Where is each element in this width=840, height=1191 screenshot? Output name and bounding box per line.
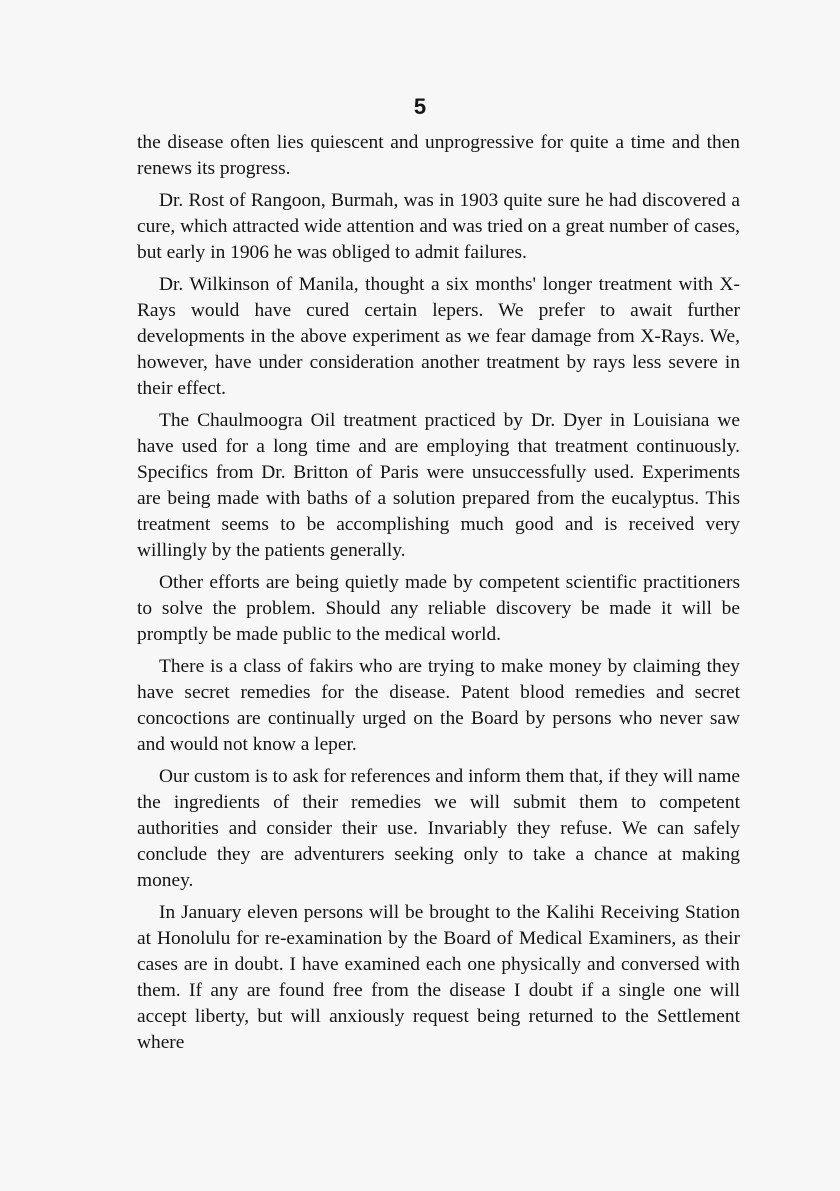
paragraph: In January eleven persons will be brought to the Kalihi Receiving Station at Honolulu for re-examination by the Board of Medical Examiners, as their cases are in doubt. I have examined each one physically and conversed with them. If any are found free from the disease I doubt if a single one will accept liberty, but will anxiously request being returned to the Settlement where [137,902,740,1053]
paragraph: the disease often lies quiescent and unprogressive for quite a time and then renews its progress. [137,132,740,179]
page-number: 5 [413,94,427,119]
body-text [137,130,740,1062]
paragraph: Other efforts are being quietly made by competent scientific practitioners to solve the problem. Should any reliable discovery be made it will be promptly be made public to the medical world. [137,572,740,645]
paragraph: Dr. Wilkinson of Manila, thought a six months' longer treatment with X-Rays would have cured certain lepers. We prefer to await further developments in the above experiment as we fear damage from X-Rays. We, however, have under consideration another treatment by rays less severe in their effect. [137,274,740,399]
paragraph: The Chaulmoogra Oil treatment practiced by Dr. Dyer in Louisiana we have used for a long time and are employing that treatment continuously. Specifics from Dr. Britton of Paris were unsuccessfully used. Experiments are being made with baths of a solution prepared from the eucalyptus. This treatment seems to be accomplishing much good and is received very willingly by the patients generally. [137,410,740,561]
paragraph: There is a class of fakirs who are trying to make money by claiming they have secret remedies for the disease. Patent blood remedies and secret concoctions are continually urged on the Board by persons who never saw and would not know a leper. [137,656,740,755]
paragraph: Dr. Rost of Rangoon, Burmah, was in 1903 quite sure he had discovered a cure, which attracted wide attention and was tried on a great number of cases, but early in 1906 he was obliged to admit failures. [137,190,740,263]
paragraph: Our custom is to ask for references and inform them that, if they will name the ingredients of their remedies we will submit them to competent authorities and consider their use. Invariably they refuse. We can safely conclude they are adventurers seeking only to take a chance at making money. [137,766,741,891]
